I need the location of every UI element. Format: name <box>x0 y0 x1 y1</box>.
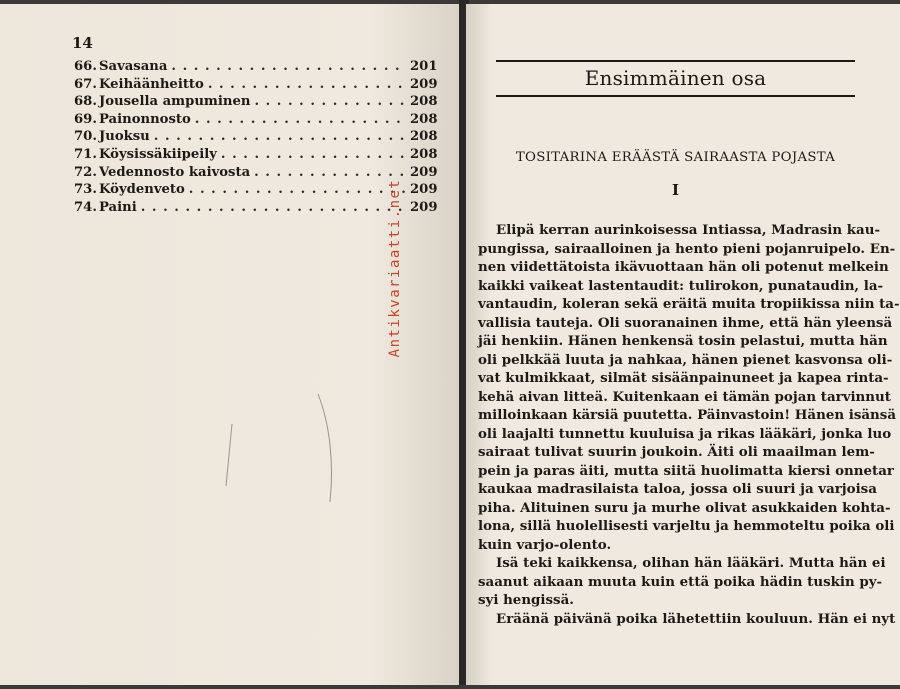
watermark-text: Antikvariaatti.net <box>387 178 403 358</box>
toc-entry-title: Juoksu <box>99 129 150 145</box>
toc-entry-page: 209 <box>410 76 438 92</box>
toc-entry-page: 208 <box>410 94 438 110</box>
toc-entry-number: 74. <box>74 199 97 215</box>
text-line: kaikki vaikeat lastentaudit: tulirokon, punataudin, la- <box>478 277 884 294</box>
toc-entry-number: 73. <box>74 182 97 198</box>
toc-leader-dots <box>141 200 406 215</box>
text-line: jäi henkiin. Hänen henkensä tosin pelastui, mutta hän <box>478 333 888 349</box>
text-line: kuin varjo-olento. <box>478 536 612 553</box>
toc-entry <box>74 200 436 218</box>
toc-entry-page: 209 <box>410 164 438 180</box>
toc-leader-dots <box>154 129 406 144</box>
toc-entry-title: Köysissäkiipeily <box>99 146 217 162</box>
body-text <box>478 221 900 628</box>
page-number: 14 <box>72 34 93 52</box>
toc-leader-dots <box>195 112 406 127</box>
text-line: vat kulmikkaat, silmät sisäänpainuneet ja kapea rinta- <box>478 370 889 386</box>
toc-leader-dots <box>208 77 406 92</box>
text-line: vallisia tauteja. Oli suoranainen ihme, että hän yleensä <box>478 314 893 331</box>
toc-entry-title: Savasana <box>99 59 168 74</box>
toc-entry-page: 209 <box>410 199 438 215</box>
toc-entry-title: Painonnosto <box>99 111 191 127</box>
toc-entry-page: 208 <box>410 129 438 145</box>
text-line: pungissa, sairaalloinen ja hento pieni pojanruipelo. En- <box>478 240 896 257</box>
text-line: sairaat tulivat suurin joukoin. Äiti oli maailman lem- <box>478 444 875 460</box>
text-line: pein ja paras äiti, mutta siitä huolimatta kiersi onnetar <box>478 462 894 479</box>
text-line: Isä teki kaikkensa, olihan hän lääkäri. Mutta hän ei <box>496 555 886 571</box>
toc-entry-title: Keihäänheitto <box>99 76 204 92</box>
toc-entry <box>74 182 436 200</box>
text-line: nen viidettätoista ikävuottaan hän oli potenut melkein <box>478 259 889 275</box>
text-line: vantaudin, koleran sekä eräitä muita tropiikissa niin ta- <box>478 296 900 312</box>
toc-entry-title: Vedennosto kaivosta <box>99 164 251 180</box>
toc-entry-number: 72. <box>74 164 97 180</box>
text-line: milloinkaan kärsiä puutetta. Päinvastoin! Hänen isänsä <box>478 407 897 423</box>
toc-entry-title: Paini <box>99 199 137 215</box>
toc-entry-title: Köydenveto <box>99 182 185 198</box>
toc-entry-page: 208 <box>410 111 438 127</box>
text-line: kehä aivan litteä. Kuitenkaan ei tämän pojan tarvinnut <box>478 388 891 405</box>
part-title: Ensimmäinen osa <box>584 66 767 90</box>
toc-entry-page: 209 <box>410 182 438 198</box>
toc-leader-dots <box>254 94 406 109</box>
toc-entry-page: 208 <box>410 146 438 162</box>
toc-leader-dots <box>171 59 406 74</box>
text-line: oli pelkkää luuta ja nahkaa, hänen pienet kasvonsa oli- <box>478 351 893 368</box>
toc-entry-title: Jousella ampuminen <box>99 94 251 110</box>
text-line: syi hengissä. <box>478 592 574 608</box>
text-line: Eräänä päivänä poika lähetettiin kouluun. Hän ei nyt <box>496 610 896 627</box>
toc-entry <box>74 147 436 165</box>
toc-entry <box>74 59 436 77</box>
toc-entry-number: 71. <box>74 146 97 162</box>
toc-entry-number: 68. <box>74 94 97 110</box>
toc-entry <box>74 94 436 112</box>
toc-entry-number: 70. <box>74 129 97 145</box>
table-of-contents <box>74 59 436 217</box>
story-title: TOSITARINA ERÄÄSTÄ SAIRAASTA POJASTA <box>515 150 836 165</box>
text-line: oli laajalti tunnettu kuuluisa ja rikas lääkäri, jonka luo <box>478 425 892 442</box>
toc-entry-number: 66. <box>74 59 97 74</box>
toc-entry-number: 69. <box>74 111 97 127</box>
toc-leader-dots <box>189 182 406 197</box>
text-line: kaukaa madrasilaista taloa, jossa oli suuri ja varjoisa <box>478 481 877 497</box>
toc-entry <box>74 165 436 183</box>
title-rule-bottom <box>496 95 855 97</box>
text-line: saanut aikaan muuta kuin että poika hädin tuskin py- <box>478 573 883 590</box>
toc-leader-dots <box>254 165 406 180</box>
title-rule-top <box>496 60 855 62</box>
toc-entry <box>74 112 436 130</box>
toc-entry <box>74 77 436 95</box>
text-line: piha. Alituinen suru ja murhe olivat asukkaiden kohta- <box>478 499 891 516</box>
chapter-number: I <box>671 181 680 199</box>
toc-entry <box>74 129 436 147</box>
toc-entry-number: 67. <box>74 76 97 92</box>
toc-leader-dots <box>221 147 406 162</box>
toc-entry-page: 201 <box>410 59 438 74</box>
text-line: Elipä kerran aurinkoisessa Intiassa, Madrasin kau- <box>496 222 881 238</box>
text-line: lona, sillä huolellisesti varjeltu ja hemmoteltu poika oli <box>478 518 895 534</box>
